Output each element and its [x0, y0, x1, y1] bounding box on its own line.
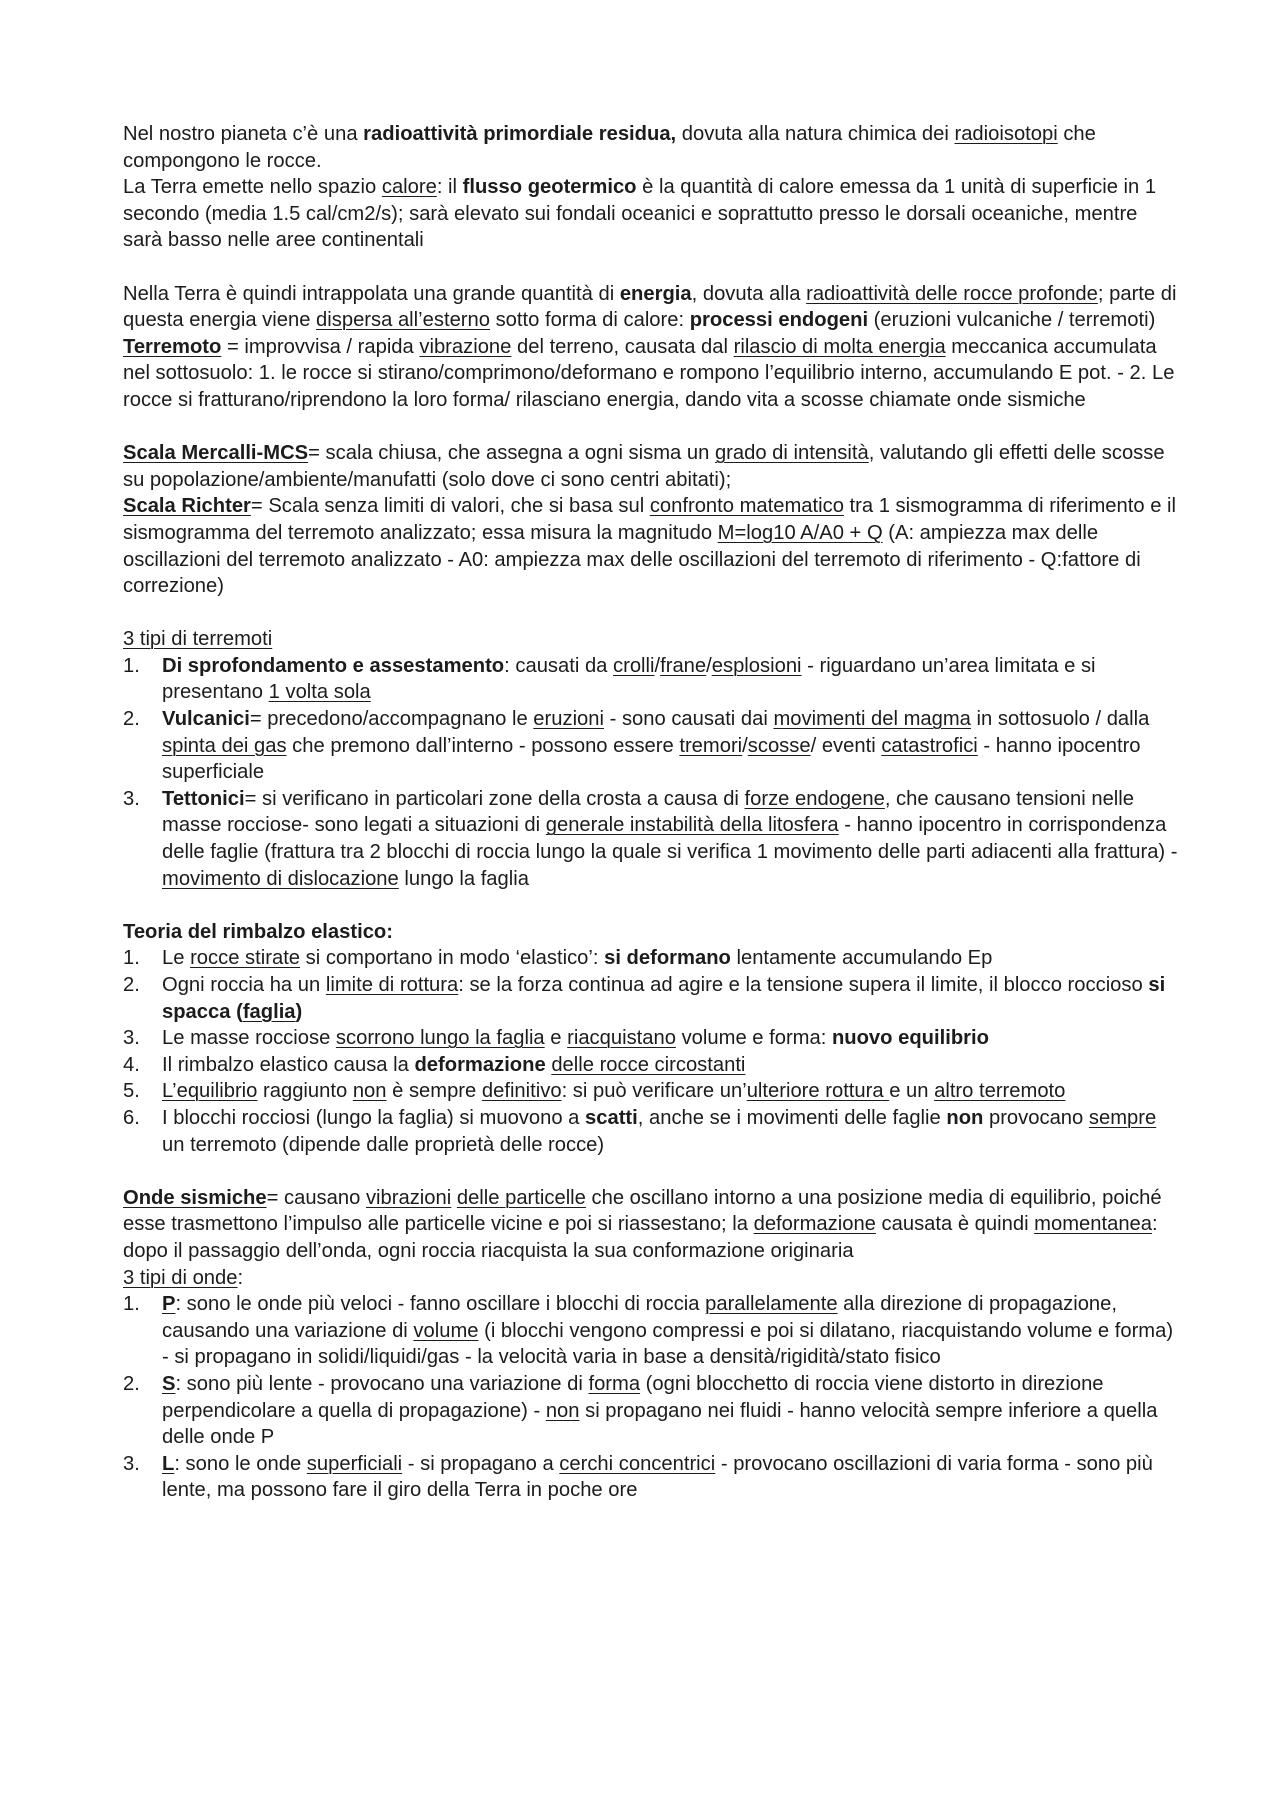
bold-text: radioattività primordiale residua, [363, 123, 677, 145]
text: , anche se i movimenti delle faglie [637, 1106, 947, 1129]
bold-underlined-text: S [162, 1372, 176, 1395]
paragraph-energia [123, 281, 1180, 334]
bold-underlined-text: P [162, 1293, 176, 1316]
underlined-text: radioisotopi [954, 123, 1058, 145]
text: , dovuta alla [691, 282, 807, 305]
underlined-text: 1 volta sola [268, 681, 371, 704]
list-number: 1. [123, 947, 140, 970]
list-item [123, 1052, 1180, 1079]
underlined-text: parallelamente [705, 1293, 838, 1316]
text: = scala chiusa, che assegna a ogni sisma un [308, 442, 715, 465]
underlined-text: deformazione [753, 1213, 876, 1236]
underlined-text: vibrazioni [365, 1186, 452, 1209]
underlined-text: delle particelle [456, 1186, 586, 1209]
underlined-text: non [352, 1080, 387, 1103]
underlined-text: definitivo [481, 1080, 562, 1103]
text: lentamente accumulando Ep [730, 947, 993, 970]
spacer [123, 892, 1180, 919]
text: (eruzioni vulcaniche / terremoti) [868, 309, 1156, 332]
underlined-text: calore [381, 176, 437, 199]
heading-tipi-terremoti: 3 tipi di terremoti [123, 628, 273, 651]
underlined-text: crolli [613, 654, 655, 677]
text: si propagano nei fluidi - hanno velocità sempre inferiore a quella delle onde P [162, 1399, 1158, 1449]
underlined-text: momentanea [1034, 1213, 1153, 1236]
text: / [742, 734, 748, 757]
list-item [123, 945, 1180, 972]
text: : il [436, 176, 463, 199]
text: che premono dall’interno - possono essere [286, 734, 680, 757]
underlined-text: volume [413, 1319, 479, 1342]
text: si comportano in modo ‘elastico’: [300, 947, 605, 970]
text: tra 1 sismogramma di riferimento e il sismogramma del terremoto analizzato; essa misura la magnitudo [123, 495, 1177, 544]
underlined-text: eruzioni [533, 708, 604, 731]
bold-text: Teoria del rimbalzo elastico: [123, 920, 393, 943]
bold-underlined-text: L [162, 1452, 175, 1475]
paragraph-onde-sismiche [123, 1185, 1180, 1265]
underlined-text: grado di intensità [714, 442, 869, 465]
text: : dopo il passaggio dell’onda, ogni roccia riacquista la sua conformazione originaria [123, 1213, 1158, 1262]
text: è sempre [386, 1080, 482, 1103]
list-item [123, 1105, 1180, 1158]
text: alla direzione di propagazione, causando una variazione di [162, 1293, 1117, 1342]
paragraph-scala-mercalli [123, 440, 1180, 493]
text: : si può verificare un’ [561, 1080, 747, 1103]
list-number: 3. [123, 1027, 140, 1050]
text: che oscillano intorno a una posizione media di equilibrio, poiché esse trasmettono l’impulso alle particelle vicine e poi si riassestano; la [123, 1186, 1162, 1236]
underlined-text: dispersa all’esterno [316, 309, 490, 332]
text: - sono causati dai [604, 708, 774, 731]
text: , valutando gli effetti delle scosse su popolazione/ambiente/manufatti (solo dove ci sono centri abitati); [123, 442, 1165, 491]
text: (A: ampiezza max delle oscillazioni del terremoto analizzato - A0: ampiezza max delle oscillazioni del terremoto di riferimento - Q:fattore di correzione) [123, 521, 1141, 598]
text: : sono più lente - provocano una variazione di [175, 1372, 589, 1395]
text: : se la forza continua ad agire e la tensione supera il limite, il blocco roccioso [458, 974, 1149, 996]
list-item [123, 1451, 1180, 1504]
underlined-text: altro terremoto [934, 1080, 1066, 1103]
list-number: 3. [123, 1452, 140, 1475]
underlined-text: forze endogene [744, 787, 885, 810]
underlined-text: limite di rottura [325, 974, 459, 996]
text: , che causano tensioni nelle masse rocciose- sono legati a situazioni di [162, 787, 1134, 837]
underlined-text: radioattività delle rocce profonde [806, 282, 1098, 305]
text: : [237, 1266, 244, 1289]
text: volume e forma: [675, 1027, 832, 1050]
text: = Scala senza limiti di valori, che si basa sul [250, 495, 650, 518]
text: causata è quindi [875, 1213, 1035, 1236]
bold-text: ( [230, 1000, 243, 1023]
text: ; parte di questa energia viene [123, 282, 1177, 332]
bold-text: scatti [585, 1106, 638, 1129]
text: raggiunto [257, 1080, 353, 1103]
bold-text: flusso geotermico [462, 176, 637, 199]
bold-text: Di sprofondamento e assestamento [162, 654, 505, 677]
text: lungo la faglia [398, 867, 529, 890]
list-item [123, 1291, 1180, 1371]
bold-text: processi endogeni [689, 309, 869, 332]
text: La Terra emette nello spazio [123, 176, 382, 199]
text: e un [889, 1080, 935, 1103]
text: e [544, 1027, 568, 1050]
text: = si verificano in particolari zone della crosta a causa di [244, 787, 745, 810]
underlined-text: catastrofici [881, 734, 978, 757]
underlined-text: cerchi concentrici [559, 1452, 716, 1475]
term-scala-richter: Scala Richter [123, 495, 251, 518]
bold-underlined-text: faglia [242, 1000, 296, 1023]
text: Ogni roccia ha un [162, 974, 326, 996]
bold-text: si spacca [162, 974, 1166, 1023]
text: dovuta alla natura chimica dei [676, 123, 955, 145]
list-number: 2. [123, 974, 140, 996]
list-item [123, 706, 1180, 786]
spacer [123, 600, 1180, 627]
list-number: 4. [123, 1053, 140, 1076]
bold-text: energia [619, 282, 692, 305]
text: = improvvisa / rapida [221, 335, 420, 358]
list-item [123, 1025, 1180, 1052]
text: del terreno, causata dal [511, 335, 734, 358]
text: / [706, 654, 712, 677]
underlined-text: rilascio di molta energia [733, 335, 946, 358]
list-tipi-onde [123, 1291, 1180, 1504]
underlined-text: spinta dei gas [162, 734, 287, 757]
underlined-text: scosse [747, 734, 811, 757]
list-item [123, 786, 1180, 892]
text: Nel nostro pianeta c’è una [123, 123, 364, 145]
text: - hanno ipocentro superficiale [162, 734, 1141, 784]
list-item [123, 972, 1180, 1025]
underlined-text: riacquistano [567, 1027, 676, 1050]
text: - hanno ipocentro in corrispondenza delle faglie (frattura tra 2 blocchi di roccia lungo la quale si verifica 1 movimento delle parti adiacenti alla frattura) - [162, 814, 1178, 864]
text: in sottosuolo / dalla [970, 708, 1150, 731]
underlined-text: sempre [1088, 1106, 1157, 1129]
bold-text: si deformano [604, 947, 731, 970]
text: : sono le onde più veloci - fanno oscillare i blocchi di roccia [175, 1293, 706, 1316]
list-number: 3. [123, 787, 140, 810]
text: = precedono/accompagnano le [249, 708, 534, 731]
text: (ogni blocchetto di roccia viene distorto in direzione perpendicolare a quella di propagazione) - [162, 1372, 1104, 1422]
text: : causati da [504, 654, 614, 677]
underlined-text: generale instabilità della litosfera [545, 814, 839, 837]
heading-rimbalzo-elastico [123, 919, 1180, 946]
underlined-text: esplosioni [711, 654, 802, 677]
bold-text: nuovo equilibrio [831, 1027, 989, 1050]
list-item [123, 653, 1180, 706]
text: un terremoto (dipende dalle proprietà delle rocce) [162, 1133, 605, 1156]
formula-magnitudo: M=log10 A/A0 + Q [717, 521, 883, 544]
underlined-text: ulteriore rottura [746, 1080, 890, 1103]
underlined-text: 3 tipi di onde [123, 1266, 238, 1289]
underlined-text: confronto matematico [649, 495, 844, 518]
underlined-text: L’equilibrio [162, 1080, 258, 1103]
text: Nella Terra è quindi intrappolata una grande quantità di [123, 282, 620, 305]
text: - si propagano a [402, 1452, 560, 1475]
bold-text: ) [295, 1000, 303, 1023]
underlined-text: movimenti del magma [773, 708, 971, 731]
underlined-text: superficiali [306, 1452, 403, 1475]
text: Le [162, 947, 191, 970]
paragraph-terremoto [123, 334, 1180, 414]
list-tipi-terremoti [123, 653, 1180, 892]
bold-text: Tettonici [162, 787, 245, 810]
bold-text: Vulcanici [162, 708, 250, 731]
bold-text: deformazione [414, 1053, 546, 1076]
text: / [654, 654, 661, 677]
text: : sono le onde [174, 1452, 307, 1475]
text: I blocchi rocciosi (lungo la faglia) si muovono a [162, 1106, 586, 1129]
underlined-text: scorrono lungo la faglia [335, 1027, 545, 1050]
heading-tipi-onde [123, 1265, 1180, 1292]
list-number: 1. [123, 654, 140, 677]
list-number: 2. [123, 1372, 140, 1395]
paragraph-flusso-geotermico [123, 174, 1180, 254]
text: - provocano oscillazioni di varia forma - sono più lente, ma possono fare il giro della Terra in poche ore [162, 1452, 1153, 1502]
list-number: 1. [123, 1293, 140, 1316]
text: / eventi [810, 734, 882, 757]
text: sotto forma di calore: [489, 309, 690, 332]
paragraph-scala-richter [123, 493, 1180, 599]
underlined-text: forma [588, 1372, 641, 1395]
list-number: 5. [123, 1080, 140, 1103]
underlined-text: movimento di dislocazione [162, 867, 399, 890]
text: è la quantità di calore emessa da 1 unità di superficie in 1 secondo (media 1.5 cal/cm2/s); sarà elevato sui fondali oceanici e soprattutto presso le dorsali oceaniche, mentre sarà basso nelle aree continentali [123, 176, 1157, 252]
text: meccanica accumulata nel sottosuolo: 1. le rocce si stirano/comprimono/deformano e rompono l’equilibrio interno, accumulando E pot. - 2. Le rocce si fratturano/riprendono la loro forma/ rilasciano energia, dando vita a scosse chiamate onde sismiche [123, 335, 1175, 411]
bold-text: non [946, 1106, 984, 1129]
list-item [123, 1078, 1180, 1105]
text: provocano [983, 1106, 1089, 1129]
underlined-text: vibrazione [419, 335, 512, 358]
list-number: 2. [123, 708, 140, 731]
underlined-text: rocce stirate [190, 947, 301, 970]
text: che compongono le rocce. [123, 123, 1096, 172]
text: = causano [266, 1186, 366, 1209]
list-number: 6. [123, 1106, 140, 1129]
text: Le masse rocciose [162, 1027, 336, 1050]
term-scala-mercalli: Scala Mercalli-MCS [123, 442, 309, 465]
underlined-text: delle rocce circostanti [551, 1053, 746, 1076]
list-item [123, 1371, 1180, 1451]
text: (i blocchi vengono compressi e poi si dilatano, riacquistando volume e forma) - si propagano in solidi/liquidi/gas - la velocità varia in base a densità/rigidità/stato fisico [162, 1319, 1174, 1369]
text: Il rimbalzo elastico causa la [162, 1053, 415, 1076]
spacer [123, 254, 1180, 281]
text: - riguardano un’area limitata e si presentano [162, 654, 1096, 704]
list-rimbalzo-elastico [123, 945, 1180, 1158]
spacer [123, 1158, 1180, 1185]
underlined-text: non [545, 1399, 580, 1422]
term-terremoto: Terremoto [123, 335, 222, 358]
paragraph-radioattivita [123, 121, 1180, 174]
underlined-text: frane [660, 654, 707, 677]
spacer [123, 414, 1180, 441]
underlined-text: tremori [679, 734, 743, 757]
term-onde-sismiche: Onde sismiche [123, 1186, 267, 1209]
